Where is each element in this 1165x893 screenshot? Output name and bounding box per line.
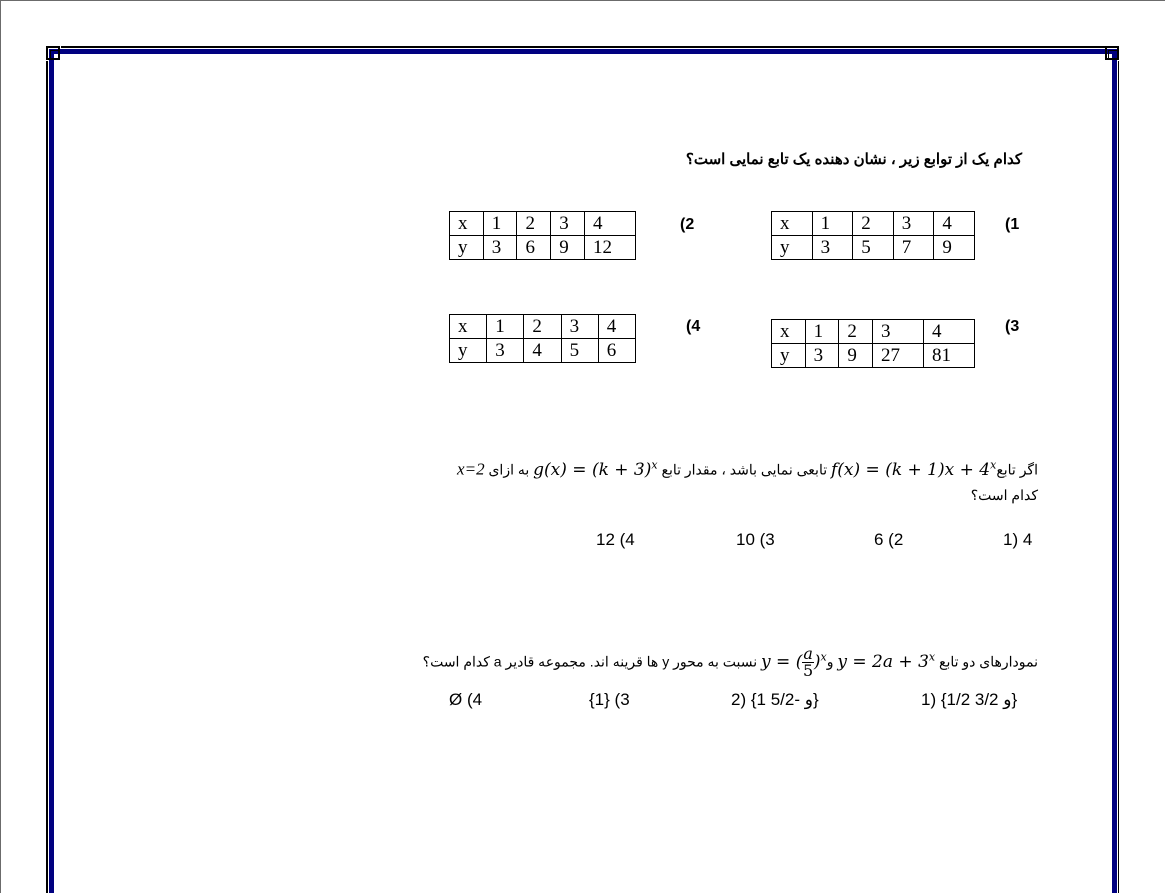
q1-option-3-label: (3 [1005,318,1020,335]
q3-choice-2: 2) {1 و -5/2} [731,690,819,709]
q2-at: به ازای [488,461,530,478]
q3-suffix: نسبت به محور y ها قرینه اند. مجموعه قادیر a کدام است؟ [422,653,758,670]
q2-x-value: x=2 [457,459,485,479]
q1-option-1-table [771,211,975,260]
q3-y1-expression: $y = 2a + 3^x$ [837,650,936,672]
q1-option-4-table [449,314,636,363]
q1-option-2-table [449,211,636,260]
q2-choice-1: 1) 4 [1003,530,1033,549]
q3-choice-1: 1) {1/2 و 3/2} [921,690,1018,709]
q2-f-expression: $f(x) = (k + 1)x + 4^x$ [831,458,997,480]
q2-line1 [457,458,1038,480]
q2-mid: تابعی نمایی باشد ، مقدار تابع [661,461,828,478]
q3-line [423,640,1038,679]
table-row: x 1 2 3 4 [450,212,636,236]
q2-choice-4: 12 (4 [596,530,635,549]
table-row: x 1 2 3 4 [772,320,975,344]
q2-line2: کدام است؟ [970,487,1038,503]
q1-option-4-label: (4 [686,318,701,335]
q3-prefix: نمودارهای دو تابع [939,653,1038,670]
table-row: y 3 9 27 81 [772,344,975,368]
table-row: x 1 2 3 4 [772,212,975,236]
q3-choice-4: Ø (4 [449,690,483,709]
q2-prefix: اگر تابع [996,461,1038,478]
q3-and: و [826,653,834,670]
q1-option-2-label: (2 [680,216,695,233]
table-row: y 3 4 5 6 [450,339,636,363]
table-row: y 3 6 9 12 [450,236,636,260]
q2-g-expression: $g(x) = (k + 3)^x$ [533,458,658,480]
table-row: y 3 5 7 9 [772,236,975,260]
q1-option-1-label: (1 [1005,216,1020,233]
q1-option-3-table [771,319,975,368]
q3-choice-3: {1} (3 [589,690,630,709]
table-row: x 1 2 3 4 [450,315,636,339]
q1-prompt: کدام یک از توابع زیر ، نشان دهنده یک تابع نمایی است؟ [685,151,1022,168]
q2-choice-2: 6 (2 [874,530,904,549]
viewer-edge-top [0,0,1165,1]
q3-y2-expression: y = ( $\frac{a}{5}$ )$^x$ [761,643,827,680]
viewer-edge-left [0,0,1,893]
q2-choice-3: 10 (3 [736,530,775,549]
